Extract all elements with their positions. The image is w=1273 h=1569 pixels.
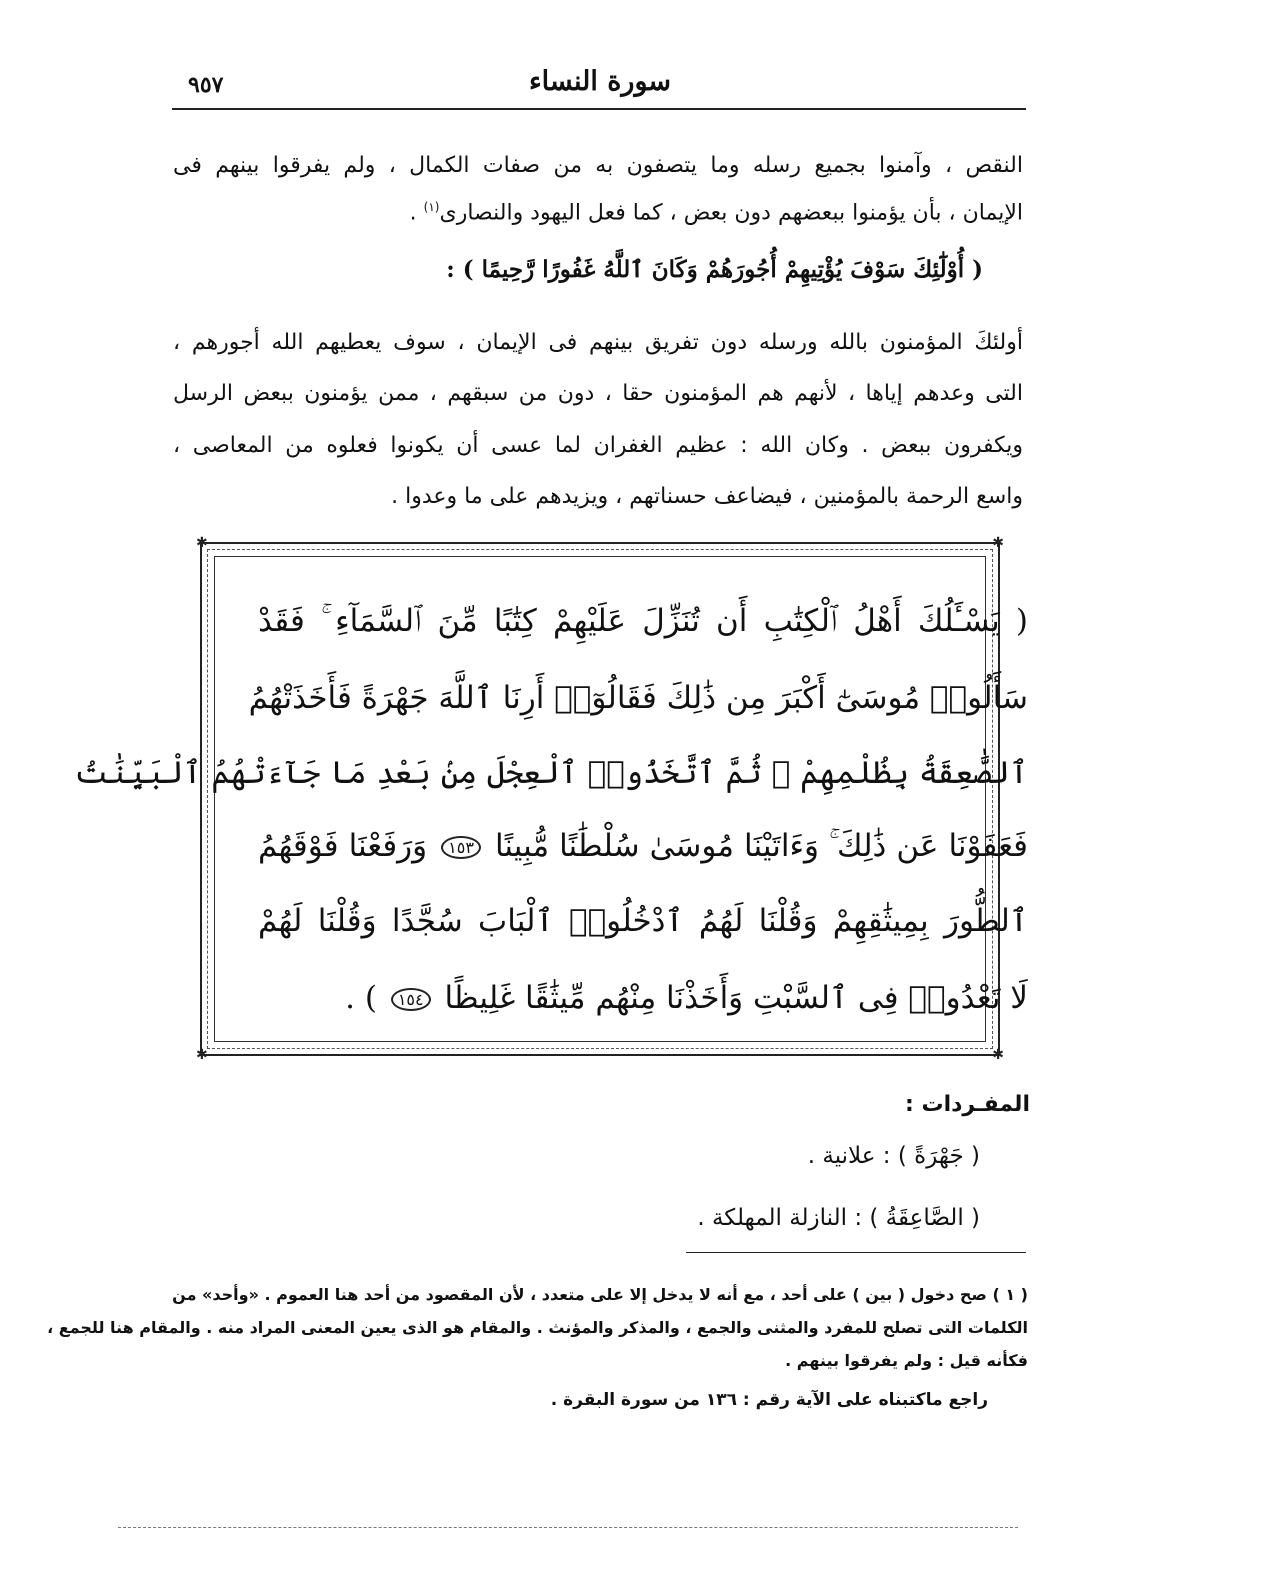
commentary-line: النقص ، وآمنوا بجميع رسله وما يتصفون به من صفات الكمال ، ولم يفرقوا بينهم فى — [173, 153, 1023, 178]
frame-corner-ornament: ✱ — [992, 535, 1004, 551]
commentary-line: أولئكَ المؤمنون بالله ورسله دون تفريق بينهم فى الإيمان ، سوف يعطيهم الله أجورهم ، — [173, 330, 1023, 355]
footnote-line: فكأنه قيل : ولم يفرقوا بينهم . — [785, 1351, 1028, 1370]
quran-line: ٱلصَّٰعِقَةُ بِظُلْمِهِمْ ۚ ثُمَّ ٱتَّخَذُوا۟ ٱلْعِجْلَ مِنۢ بَعْدِ مَا جَآءَتْهُمُ ٱلْبَيِّنَٰتُ — [74, 755, 1028, 791]
commentary-line: واسع الرحمة بالمؤمنين ، فيضاعف حسناتهم ، ويزيدهم على ما وعدوا . — [391, 484, 1023, 509]
footnote-line: ( ١ ) صح دخول ( بين ) على أحد ، مع أنه لا يدخل إلا على متعدد ، لأن المقصود من أحد هنا العموم . «وأحد» من — [172, 1285, 1028, 1304]
commentary-line: التى وعدهم إياها ، لأنهم هم المؤمنون حقا ، دون من سبقهم ، ممن يؤمنون ببعض الرسل — [173, 381, 1023, 406]
footnote-reference: راجع ماكتبناه على الآية رقم : ١٣٦ من سورة البقرة . — [550, 1390, 988, 1410]
commentary-line: ويكفرون ببعض . وكان الله : عظيم الغفران لما عسى أن يكونوا فعلوه من المعاصى ، — [173, 433, 1023, 458]
vocabulary-item: ( جَهْرَةً ) : علانية . — [807, 1143, 980, 1169]
quran-text: لَا تَعْدُوا۟ فِى ٱلسَّبْتِ وَأَخَذْنَا مِنْهُم مِّيثَٰقًا غَلِيظًا — [444, 980, 1028, 1016]
header-rule — [172, 108, 1026, 110]
quran-text: فَعَفَوْنَا عَن ذَٰلِكَ ۚ وَءَاتَيْنَا مُوسَىٰ سُلْطَٰنًا مُّبِينًا — [494, 828, 1029, 864]
frame-corner-ornament: ✱ — [196, 535, 208, 551]
commentary-line — [173, 200, 1023, 225]
frame-corner-ornament: ✱ — [196, 1047, 208, 1063]
full-stop: . — [409, 200, 417, 226]
surah-title: سورة النساء — [528, 66, 672, 97]
quran-text: ) . — [345, 980, 377, 1016]
page-number: ٩٥٧ — [188, 72, 224, 98]
quran-line: ( يَسْـَٔلُكَ أَهْلُ ٱلْكِتَٰبِ أَن تُنَزِّلَ عَلَيْهِمْ كِتَٰبًا مِّنَ ٱلسَّمَآءِ ۚ فَقَدْ — [258, 603, 1028, 639]
frame-corner-ornament: ✱ — [992, 1047, 1004, 1063]
quran-line — [258, 980, 1028, 1016]
footnote-rule — [686, 1252, 1026, 1253]
ayah-number-marker: ١٥٣ — [441, 836, 481, 859]
verse-quote: ( أُوْلَٰٓئِكَ سَوْفَ يُؤْتِيهِمْ أُجُورَهُمْ وَكَانَ ٱللَّهُ غَفُورًا رَّحِيمًا ) : — [446, 256, 983, 283]
footnote-line: الكلمات التى تصلح للمفرد والمثنى والجمع ، والمذكر والمؤنث . والمقام هو الذى يعين المعنى المراد منه . والمقام هنا للجمع ، — [47, 1318, 1028, 1337]
commentary-text: الإيمان ، بأن يؤمنوا ببعضهم دون بعض ، كما فعل اليهود والنصارى — [439, 200, 1023, 226]
quran-line: ٱلطُّورَ بِمِيثَٰقِهِمْ وَقُلْنَا لَهُمُ ٱدْخُلُوا۟ ٱلْبَابَ سُجَّدًا وَقُلْنَا لَهُمْ — [258, 903, 1028, 939]
quran-line — [258, 828, 1028, 865]
vocabulary-heading: المفـردات : — [905, 1092, 1030, 1117]
quran-line: سَأَلُوا۟ مُوسَىٰٓ أَكْبَرَ مِن ذَٰلِكَ فَقَالُوٓا۟ أَرِنَا ٱللَّهَ جَهْرَةً فَأَخَذَتْهُمُ — [248, 680, 1028, 716]
vocabulary-item: ( الصَّاعِقَةُ ) : النازلة المهلكة . — [697, 1205, 980, 1231]
quran-text: وَرَفَعْنَا فَوْقَهُمُ — [258, 828, 428, 864]
footnote-marker: (١) — [423, 200, 440, 214]
ayah-number-marker: ١٥٤ — [391, 988, 431, 1011]
bottom-rule — [118, 1527, 1018, 1528]
